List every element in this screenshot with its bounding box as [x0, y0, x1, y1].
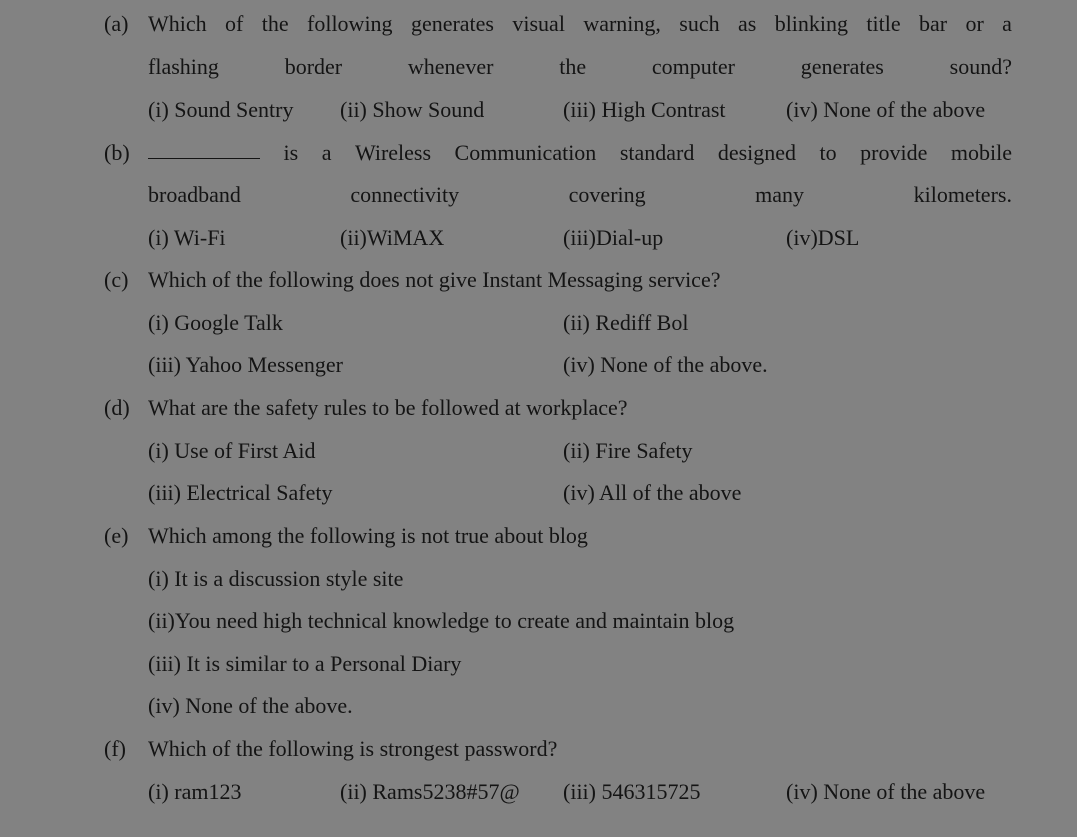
question-d-label: (d) — [104, 395, 130, 420]
option-b-1: (i) Wi-Fi — [148, 225, 226, 250]
word: the — [559, 54, 587, 79]
option-a-2: (ii) Show Sound — [340, 97, 485, 122]
option-b-4: (iv)DSL — [786, 225, 860, 250]
word: kilometers. — [913, 182, 1012, 207]
option-e-4: (iv) None of the above. — [148, 693, 353, 718]
word: visual — [512, 11, 565, 36]
word: the — [261, 11, 289, 36]
option-d-3: (iii) Electrical Safety — [148, 480, 333, 505]
word: warning, — [583, 11, 661, 36]
word: Communication — [454, 140, 597, 165]
word: computer — [651, 54, 735, 79]
word: is — [283, 140, 299, 165]
word: standard — [619, 140, 695, 165]
word: Which — [148, 11, 207, 36]
option-c-3: (iii) Yahoo Messenger — [148, 352, 343, 377]
word: as — [737, 11, 757, 36]
option-b-2: (ii)WiMAX — [340, 225, 445, 250]
option-a-3: (iii) High Contrast — [563, 97, 726, 122]
option-c-4: (iv) None of the above. — [563, 352, 768, 377]
option-d-2: (ii) Fire Safety — [563, 438, 693, 463]
word: broadband — [148, 182, 241, 207]
word: blinking — [774, 11, 849, 36]
word: to — [819, 140, 837, 165]
option-d-4: (iv) All of the above — [563, 480, 742, 505]
word: designed — [717, 140, 797, 165]
word: following — [307, 11, 393, 36]
option-c-1: (i) Google Talk — [148, 310, 283, 335]
question-c-label: (c) — [104, 267, 129, 292]
option-f-1: (i) ram123 — [148, 779, 242, 804]
word: whenever — [407, 54, 494, 79]
option-e-2: (ii)You need high technical knowledge to create and maintain blog — [148, 608, 735, 633]
word: such — [679, 11, 720, 36]
word: covering — [568, 182, 646, 207]
option-c-2: (ii) Rediff Bol — [563, 310, 689, 335]
question-e-text: Which among the following is not true about blog — [148, 523, 588, 548]
word: bar — [919, 11, 948, 36]
option-d-1: (i) Use of First Aid — [148, 438, 316, 463]
option-f-4: (iv) None of the above — [786, 779, 986, 804]
word: sound? — [949, 54, 1012, 79]
word: title — [866, 11, 901, 36]
question-c-text: Which of the following does not give Instant Messaging service? — [148, 267, 721, 292]
option-b-3: (iii)Dial-up — [563, 225, 664, 250]
question-e-label: (e) — [104, 523, 129, 548]
question-d-text: What are the safety rules to be followed at workplace? — [148, 395, 628, 420]
question-b-text-line1 — [148, 140, 1012, 166]
question-b-text-line2 — [148, 182, 1012, 208]
word: flashing — [148, 54, 219, 79]
option-e-1: (i) It is a discussion style site — [148, 566, 404, 591]
word: a — [321, 140, 332, 165]
word: border — [284, 54, 343, 79]
word: many — [755, 182, 805, 207]
option-e-3: (iii) It is similar to a Personal Diary — [148, 651, 462, 676]
word: or — [965, 11, 984, 36]
word: Wireless — [354, 140, 432, 165]
question-a-label: (a) — [104, 11, 129, 36]
word: provide — [860, 140, 928, 165]
word: generates — [800, 54, 884, 79]
word: generates — [410, 11, 494, 36]
option-f-2: (ii) Rams5238#57@ — [340, 779, 520, 804]
question-f-label: (f) — [104, 736, 126, 761]
option-f-3: (iii) 546315725 — [563, 779, 701, 804]
question-b-label: (b) — [104, 140, 130, 165]
option-a-4: (iv) None of the above — [786, 97, 986, 122]
answer-blank — [148, 140, 260, 159]
word: mobile — [950, 140, 1012, 165]
option-a-1: (i) Sound Sentry — [148, 97, 294, 122]
question-a-text-line1 — [148, 11, 1012, 37]
question-f-text: Which of the following is strongest password? — [148, 736, 558, 761]
word: connectivity — [350, 182, 460, 207]
question-a-text-line2 — [148, 54, 1012, 80]
word: of — [225, 11, 244, 36]
word: a — [1002, 11, 1012, 36]
